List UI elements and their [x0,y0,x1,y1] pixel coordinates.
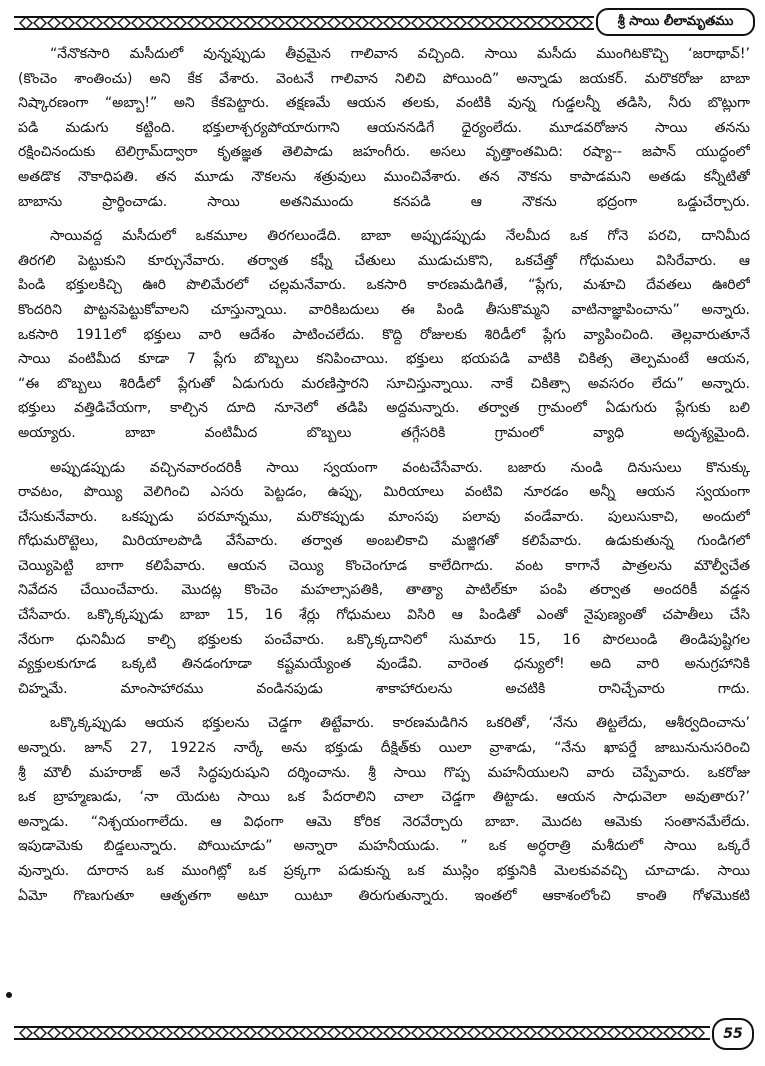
ornament-diamond [244,1027,256,1039]
ornament-diamond [552,17,564,29]
ornament-diamond [440,1027,452,1039]
ornament-diamond [174,17,186,29]
ornament-diamond [104,1027,116,1039]
ornament-diamond [76,17,88,29]
page-body [18,42,750,1004]
ornament-diamond [202,17,214,29]
ornament-diamond [580,1027,592,1039]
ornament-diamond [370,1027,382,1039]
text-line: వున్నారు. దూరాన ఒక ముంగిట్లో ఒక ప్రక్కగా పడుకున్న ఒక ముస్లిం భక్తునికి మెలకువవచ్చి చూచాడు. సాయి [18,863,750,879]
ornament-diamond [454,17,466,29]
text-line: రక్షించినందుకు టెలిగ్రామ్‌ద్వారా కృతజ్ఞత తెలిపాడు జహంగీరు. అసలు వృత్తాంతమిది: రష్యా-- జపాన్ యుద్ధంలో [18,144,750,161]
ornament-diamond [132,1027,144,1039]
ornament-diamond [468,17,480,29]
text-line: తిరగలి పెట్టుకుని కూర్చునేవారు. తర్వాత కఫ్నీ చేతులు ముడుచుకొని, ఒకచేత్తో గోధుమలు విసిరేవారు. ఆ [18,252,750,269]
ornament-diamond [34,17,46,29]
ornament-diamond [174,1027,186,1039]
ornament-diamond [454,1027,466,1039]
ornament-diamond [188,17,200,29]
ornament-diamond [482,1027,494,1039]
ornament-diamond [146,1027,158,1039]
ornament-diamond [48,17,60,29]
text-line: బాబాను ప్రార్థించాడు. సాయి అతనిముందు కనపడి ఆ నౌకను భద్రంగా ఒడ్డుచేర్చారు. [18,193,750,210]
footer-ornament-rule [14,1022,710,1044]
text-line: ఒక్కొక్కప్పుడు ఆయన భక్తులను చెడ్డగా తిట్టేవారు. కారణమడిగిన ఒకరితో, ‘నేను తిట్టలేదు, ఆశీర్వదించాను’ [50,715,750,732]
ornament-diamond [62,1027,74,1039]
ornament-diamond [258,1027,270,1039]
text-line: అప్పుడప్పుడు వచ్చినవారందరికీ సాయి స్వయంగా వంటచేసేవారు. బజారు నుండి దినుసులు కొనుక్కు [50,459,750,476]
text-line: రావటం, పొయ్యి వెలిగించి ఎసరు పెట్టడం, ఉప్పు, మిరియాలు వంటివి నూరడం అన్నీ ఆయన స్వయంగా [18,484,750,501]
ornament-diamond [342,1027,354,1039]
ornament-diamond [468,1027,480,1039]
text-line: “ఈ బొబ్బలు శిరిడీలో ప్లేగుతో ఏడుగురు మరణిస్తారని సూచిస్తున్నాయి. నాకే చికిత్సా అవసరం లేదు” అన్నారు. [18,375,750,392]
text-line: శ్రీ మౌలీ మహరాజ్ అనే సిద్ధపురుషుని దర్శించాను. శ్రీ సాయి గొప్ప మహనీయులని వారు చెప్పేవారు. ఒకరోజు [18,764,750,781]
ornament-diamond [104,17,116,29]
ornament-diamond [118,1027,130,1039]
ornament-diamond [426,1027,438,1039]
ornament-diamond [328,17,340,29]
text-line: చిహ్నమే. మాంసాహారము వండినపుడు శాకాహారులను అచటికి రానిచ్చేవారు గాదు. [18,680,750,697]
ornament-diamond [244,17,256,29]
ornament-diamond [132,17,144,29]
text-line: పిండి భక్తులకిచ్చి ఊరి పొలిమేరలో చల్లమనేవారు. ఒకసారి కారణమడిగితే, “ప్లేగు, మశూచి దేవతలు ఊరిలో [18,277,750,294]
text-line: ఒక బ్రాహ్మణుడు, ‘నా యెదుట సాయి ఒక పేదరాలిని చాలా చెడ్డగా తిట్టాడు. ఆయన సాధువెలా అవుతారు?’ [18,789,750,806]
ornament-diamond [216,17,228,29]
ornament-diamond [272,17,284,29]
text-line: అన్నాడు. “నిశ్చయంగాలేదు. ఆ విధంగా ఆమె కోరిక నెరవేర్చారు బాబా. మొదట ఆమెకు సంతానమేలేదు. [18,813,750,830]
ornament-diamond [314,1027,326,1039]
margin-dot [6,992,12,998]
text-line: అన్నారు. జూన్ 27, 1922న నార్కే అను భక్తుడు దీక్షిత్‌కు యిలా వ్రాశాడు, “నేను ఖాపర్డే జాబునునుసరించి [18,740,750,757]
text-line: సాయివద్ద మసీదులో ఒకమూల తిరగలుండేది. బాబా అప్పుడప్పుడు నేలమీద ఒక గోనె పరచి, దానిమీద [50,228,750,245]
ornament-diamond [328,1027,340,1039]
paragraph-3 [18,456,750,702]
ornament-diamond [510,1027,522,1039]
text-line: సాయి వంటిమీద కూడా 7 ప్లేగు బొబ్బలు కనిపించాయి. భక్తులు భయపడి వాటికి చికిత్స తెల్పమంటే ఆయన, [18,351,750,368]
ornament-diamond [482,17,494,29]
text-line: నేరుగా ధునిమీద కాల్చి భక్తులకు పంచేవారు. ఒక్కొక్కదానిలో సుమారు 15, 16 పొరలుండి తిండిపుష్టిగల [18,631,750,648]
ornament-diamond [356,1027,368,1039]
ornament-diamond [384,1027,396,1039]
ornament-diamond [426,17,438,29]
text-line: కొందరిని పొట్టనపెట్టుకోవాలని చూస్తున్నాయి. వారికిబదులు ఈ పిండి తీసుకొమ్మని వాటినాజ్ఞాపించాను” అన్నారు. [18,301,750,318]
header-ornament-rule [14,12,594,34]
ornament-diamond [356,17,368,29]
book-title: శ్రీ సాయి లీలామృతము [596,8,755,36]
ornament-diamond [76,1027,88,1039]
ornament-diamond [678,1027,690,1039]
ornament-diamond [216,1027,228,1039]
ornament-diamond [524,1027,536,1039]
ornament-diamond [496,1027,508,1039]
paragraph-4 [18,711,750,908]
ornament-diamond [258,17,270,29]
text-line: అతడొక నౌకాధిపతి. తన మూడు నౌకలను శత్రువులు ముంచివేశారు. తన నౌకను కాపాడమని అతడు కన్నీటితో [18,168,750,185]
text-line: ఏమో గొణుగుతూ ఆతృతగా అటూ యిటూ తిరుగుతున్నారు. ఇంతలో ఆకాశంలోంచి కాంతి గోళమొకటి [18,887,750,904]
ornament-diamond [650,1027,662,1039]
ornament-diamond [496,17,508,29]
ornament-diamond [300,1027,312,1039]
ornament-diamond [622,1027,634,1039]
ornament-diamond [272,1027,284,1039]
ornament-diamond [160,1027,172,1039]
paragraph-2 [18,224,750,445]
text-line: “నేనొకసారి మసీదులో వున్నప్పుడు తీవ్రమైన గాలివాన వచ్చింది. సాయి మసీదు ముంగిటకొచ్చి ‘జరాథావ్!’ [50,46,750,62]
ornament-diamond [20,1027,32,1039]
ornament-diamond [314,17,326,29]
text-line: చేసుకునేవారు. ఒకప్పుడు పరమాన్నము, మరొకప్పుడు మాంసపు పలావు వండేవారు. పులుసుకాచి, అందులో [18,508,750,525]
ornament-diamond [664,1027,676,1039]
ornament-diamond [524,17,536,29]
text-line: నిష్కారణంగా “అబ్బా!” అని కేకపెట్టారు. తక్షణమే ఆయన తలకు, వంటికి వున్న గుడ్డలన్నీ తడిసి, నీరు బొట్లుగా [18,95,750,112]
ornament-diamond [412,17,424,29]
ornament-diamond [636,1027,648,1039]
text-line: నివేదన చేయించేవారు. మొదట్ల కొంచెం మహల్సాపతికి, తాత్యా పాటిల్‌కూ పంపి తర్వాత అందరికీ వడ్డన [18,582,750,599]
ornament-diamond [160,17,172,29]
text-line: చెయ్యిపెట్టి బాగా కలిపేవారు. ఆయన చెయ్యి కొంచెంగూడ కాలేదిగాదు. వంట కాగానే పాత్రలను మౌల్వీచేత [18,557,750,574]
ornament-diamond [48,1027,60,1039]
ornament-diamond [90,17,102,29]
ornament-diamond [370,17,382,29]
ornament-diamond [286,17,298,29]
page-number: 55 [712,1018,754,1050]
ornament-diamond [608,1027,620,1039]
text-line: వ్యక్తులకుగూడ ఒక్కటి తినడంగూడా కష్టమయ్యేంత వుండేవి. వారెంత ధన్యులో! అది వారి అనుగ్రహానికి [18,656,750,673]
ornament-diamond [118,17,130,29]
ornament-diamond [146,17,158,29]
ornament-diamond [300,17,312,29]
ornament-diamond [286,1027,298,1039]
paragraph-1 [18,42,750,214]
text-line: ఒకసారి 1911లో భక్తులు వారి ఆదేశం పాటించలేదు. కొద్ది రోజులకు శిరిడీలో ప్లేగు వ్యాపించింది. తెల్లవారుతూనే [18,326,750,343]
ornament-diamond [566,17,578,29]
ornament-diamond [692,1027,704,1039]
ornament-diamond [580,17,592,29]
ornament-diamond [552,1027,564,1039]
ornament-diamond [538,17,550,29]
ornament-diamond [90,1027,102,1039]
ornament-diamond [594,1027,606,1039]
ornament-diamond [62,17,74,29]
text-line: చేసేవారు. ఒక్కొక్కప్పుడు బాబా 15, 16 శేర్లు గోధుమలు విసిరి ఆ పిండితో ఎంతో నైపుణ్యంతో చపాతీలు చేసి [18,607,750,624]
ornament-diamond [34,1027,46,1039]
text-line: భక్తులు వత్తిడిచేయగా, కాల్చిన దూది నూనెలో తడిపి అద్దమన్నారు. తర్వాత గ్రామంలో ఏడుగురు ప్లేగుకు బలి [18,400,750,417]
ornament-diamond [510,17,522,29]
ornament-diamond [230,17,242,29]
ornament-diamond [202,1027,214,1039]
ornament-diamond [20,17,32,29]
text-line: అయ్యారు. బాబా వంటిమీద బొబ్బలు తగ్గేసరికి గ్రామంలో వ్యాధి అదృశ్యమైంది. [18,424,750,441]
ornament-diamond [398,1027,410,1039]
ornament-diamond [188,1027,200,1039]
ornament-diamond [384,17,396,29]
ornament-diamond [440,17,452,29]
ornament-diamond [538,1027,550,1039]
text-line: (కొంచెం శాంతించు) అని కేక వేశారు. వెంటనే గాలివాన నిలిచి పోయింది” అన్నాడు జయకర్. మరొకరోజు బాబా [18,70,750,87]
ornament-diamond [412,1027,424,1039]
ornament-diamond [398,17,410,29]
text-line: గోధుమరొట్టెలు, మిరియాలపొడి వేసేవారు. తర్వాత అంబలికాచి మజ్జిగతో కలిపేవారు. ఉడుకుతున్న గుండిగలో [18,533,750,550]
text-line: పడి మడుగు కట్టింది. భక్తులాశ్చర్యపోయారుగాని ఆయననడిగే ధైర్యంలేదు. మూడవరోజున సాయి తనను [18,119,750,136]
ornament-diamond [230,1027,242,1039]
ornament-diamond [342,17,354,29]
ornament-diamond [566,1027,578,1039]
text-line: ఇపుడామెకు బిడ్డలున్నారు. పోయిచూడు” అన్నారా మహనీయుడు. ” ఒక అర్ధరాత్రి మశీదులో సాయి ఒక్కరే [18,838,750,855]
